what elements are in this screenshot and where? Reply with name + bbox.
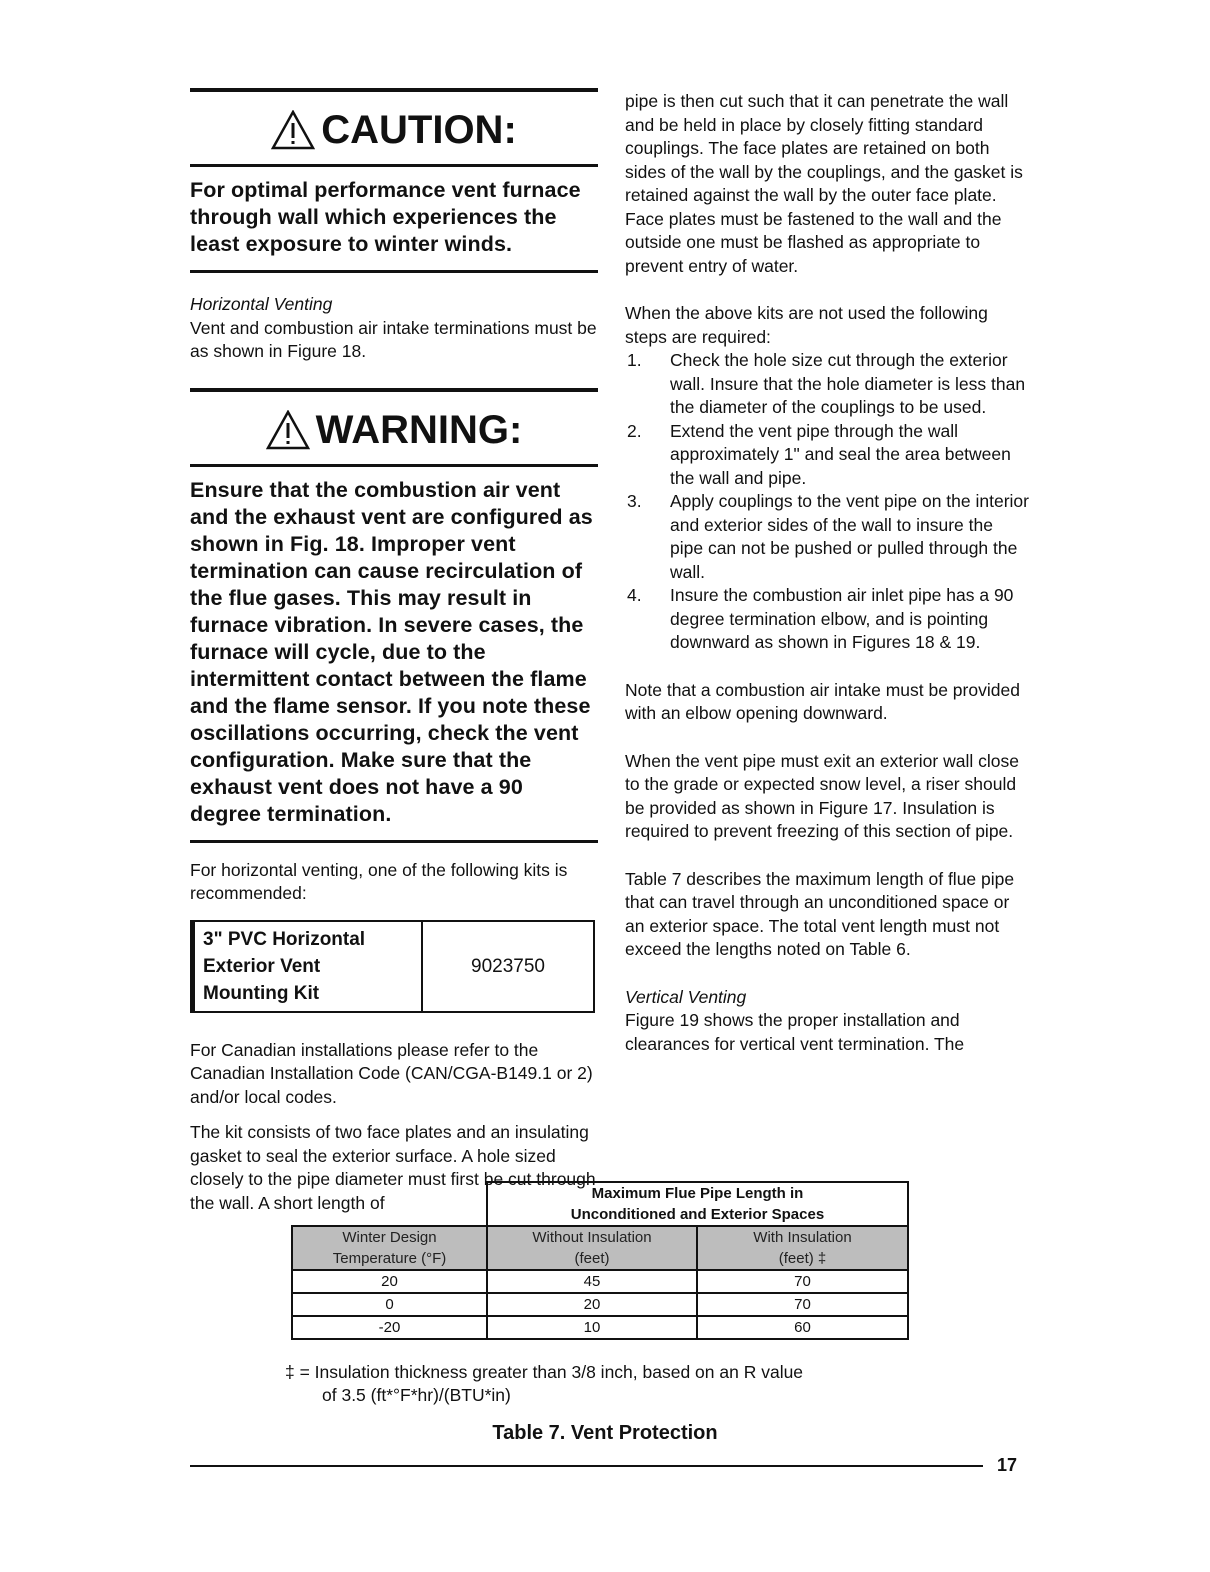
table-cell: 0 [292, 1293, 487, 1316]
steps-list [625, 349, 1030, 655]
step-number: 4. [627, 585, 642, 605]
header-line: With Insulation [753, 1229, 852, 1246]
table-cell: 20 [292, 1270, 487, 1293]
column-header-temperature [292, 1226, 487, 1270]
table-caption: Table 7. Vent Protection [492, 1422, 718, 1444]
step-number: 3. [627, 491, 642, 511]
right-column [625, 90, 1030, 1056]
header-line: (feet) ‡ [778, 1250, 827, 1267]
kit-table [190, 920, 595, 1013]
list-item [625, 584, 1030, 655]
column-header-with-insulation [697, 1226, 908, 1270]
vertical-venting-text: Figure 19 shows the proper installation and clearances for vertical vent termination. The [625, 1010, 965, 1054]
kit-part-number: 9023750 [422, 921, 594, 1012]
caution-title: CAUTION: [321, 108, 517, 152]
kit-description-continued: pipe is then cut such that it can penetrate the wall and be held in place by closely fitting standard couplings. The face plates are retained on both sides of the wall by the couplings, and the gasket is retained against the wall by the outer face plate. Face plates must be fastened to the wall and the outside one must be flashed as appropriate to prevent entry of water. [625, 91, 1023, 276]
horizontal-venting-heading: Horizontal Venting [190, 294, 333, 314]
warning-title: WARNING: [315, 407, 523, 452]
group-header-line: Maximum Flue Pipe Length in [591, 1185, 804, 1202]
step-text: Apply couplings to the vent pipe on the interior and exterior sides of the wall to insure the pipe can not be pushed or pulled through the wall. [670, 491, 1029, 582]
step-number: 2. [627, 420, 642, 441]
kit-name-line: Mounting Kit [203, 982, 320, 1004]
list-item [625, 349, 1030, 420]
footnote-line: ‡ = Insulation thickness greater than 3/8 inch, based on an R value [285, 1362, 804, 1382]
list-item [625, 420, 1030, 491]
warning-triangle-icon [266, 410, 310, 450]
riser-note: When the vent pipe must exit an exterior wall close to the grade or expected snow level, a riser should be provided as shown in Figure 17. Insulation is required to prevent freezing of this section of pipe. [625, 750, 1019, 841]
table-cell: 45 [487, 1270, 697, 1293]
table-cell: 60 [697, 1316, 908, 1339]
table-row [292, 1293, 908, 1316]
table-cell: 70 [697, 1270, 908, 1293]
vent-protection-table [291, 1181, 909, 1340]
table-footnote [285, 1361, 925, 1407]
table-row [292, 1270, 908, 1293]
table-row [292, 1316, 908, 1339]
list-item [625, 490, 1030, 584]
group-header-line: Unconditioned and Exterior Spaces [570, 1206, 825, 1223]
footnote-line: of 3.5 (ft*°F*hr)/(BTU*in) [322, 1385, 511, 1405]
warning-mid-rule [190, 464, 598, 467]
table-header-row [292, 1226, 908, 1270]
table-group-header-row [292, 1182, 908, 1226]
header-line: Without Insulation [532, 1229, 652, 1246]
caution-mid-rule [190, 164, 598, 167]
kit-name-cell [193, 921, 423, 1012]
left-column [190, 88, 598, 1215]
elbow-note: Note that a combustion air intake must be provided with an elbow opening downward. [625, 679, 1020, 723]
step-text: Insure the combustion air inlet pipe has a 90 degree termination elbow, and is pointing downward as shown in Figures 18 & 19. [670, 585, 1014, 652]
warning-heading [190, 392, 598, 464]
steps-intro: When the above kits are not used the following steps are required: [625, 303, 988, 347]
warning-body: Ensure that the combustion air vent and the exhaust vent are configured as shown in Fig. 18. Improper vent termination can cause recirculation of the flue gases. This may result in furnace vibration. In severe cases, the furnace will cycle, due to the intermittent contact between the flame and the flame sensor. If you note these oscillations occurring, check the vent configuration. Make sure that the exhaust vent does not have a 90 degree termination. [190, 477, 593, 826]
table-cell: -20 [292, 1316, 487, 1339]
column-header-without-insulation [487, 1226, 697, 1270]
header-line: Temperature (°F) [332, 1250, 447, 1267]
table-cell: 10 [487, 1316, 697, 1339]
step-text: Extend the vent pipe through the wall approximately 1" and seal the area between the wall and pipe. [670, 420, 1011, 488]
kit-description: The kit consists of two face plates and an insulating gasket to seal the exterior surface. A hole sized closely to the pipe diameter must first be cut through the wall. A short length of [190, 1122, 596, 1213]
table-cell: 20 [487, 1293, 697, 1316]
kit-row [193, 921, 595, 1012]
step-number: 1. [627, 350, 642, 370]
horizontal-venting-text: Vent and combustion air intake terminations must be as shown in Figure 18. [190, 317, 597, 361]
table-cell: 70 [697, 1293, 908, 1316]
page-number: 17 [997, 1455, 1018, 1475]
header-line: Winter Design [342, 1229, 437, 1246]
kits-intro: For horizontal venting, one of the following kits is recommended: [190, 859, 568, 903]
table-group-header [487, 1182, 908, 1226]
vertical-venting-heading: Vertical Venting [625, 986, 747, 1007]
header-line: (feet) [574, 1250, 610, 1267]
caution-heading [190, 92, 598, 164]
kit-name-line: 3" PVC Horizontal [203, 928, 366, 950]
table7-description: Table 7 describes the maximum length of flue pipe that can travel through an unconditioned space or an exterior space. The total vent length must not exceed the lengths noted on Table 6. [625, 868, 1015, 959]
step-text: Check the hole size cut through the exterior wall. Insure that the hole diameter is less than the diameter of the couplings to be used. [670, 350, 1026, 417]
kit-name-line: Exterior Vent [203, 955, 321, 977]
footer-rule [190, 1465, 983, 1467]
caution-body: For optimal performance vent furnace through wall which experiences the least exposure to winter winds. [190, 178, 581, 256]
warning-triangle-icon [271, 110, 315, 150]
table-blank-cell [292, 1182, 487, 1226]
canadian-note: For Canadian installations please refer to the Canadian Installation Code (CAN/CGA-B149.1 or 2) and/or local codes. [190, 1039, 593, 1107]
